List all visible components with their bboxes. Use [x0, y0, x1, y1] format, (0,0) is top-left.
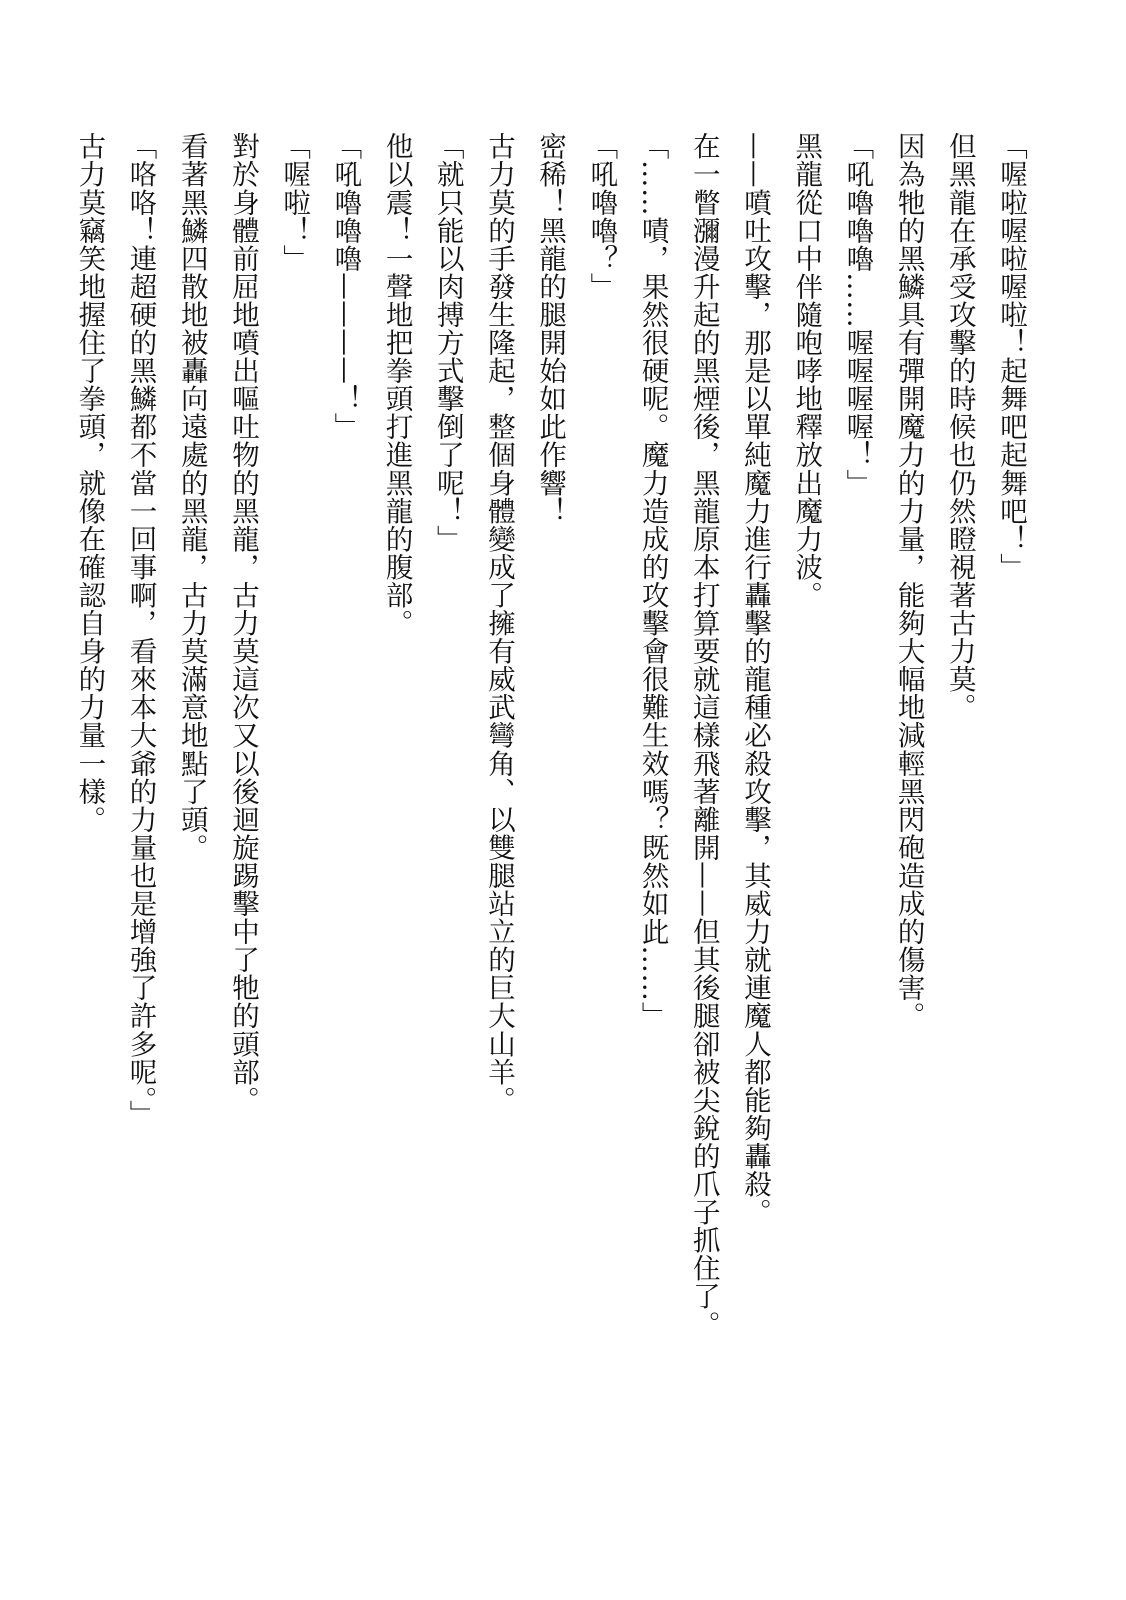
text-line: 「咯咯！連超硬的黑鱗都不當一回事啊，看來本大爺的力量也是增強了許多呢。」: [124, 132, 157, 1129]
text-line: 「吼嚕嚕嚕……喔喔喔喔！」: [841, 132, 874, 497]
text-line: 古力莫竊笑地握住了拳頭，就像在確認自身的力量一樣。: [73, 132, 106, 834]
text-line: 「吼嚕嚕嚕————！」: [329, 132, 362, 441]
text-line: 古力莫的手發生隆起，整個身體變成了擁有威武彎角、以雙腿站立的巨大山羊。: [482, 132, 515, 1114]
text-line: 密稀！黑龍的腿開始如此作響！: [534, 132, 567, 525]
text-line: ——噴吐攻擊，那是以單純魔力進行轟擊的龍種必殺攻擊，其威力就連魔人都能夠轟殺。: [738, 132, 771, 1226]
text-line: 在一瞥瀰漫升起的黑煙後，黑龍原本打算要就這樣飛著離開——但其後腿卻被尖銳的爪子抓住了。: [687, 132, 720, 1339]
text-line: 「就只能以肉搏方式擊倒了呢！」: [431, 132, 464, 553]
text-line: 看著黑鱗四散地被轟向遠處的黑龍，古力莫滿意地點了頭。: [175, 132, 208, 862]
text-line: 對於身體前屈地噴出嘔吐物的黑龍，古力莫這次又以後迴旋踢擊中了牠的頭部。: [226, 132, 259, 1114]
text-line: 「吼嚕嚕？」: [585, 132, 618, 301]
text-line: 「……嘖，果然很硬呢。魔力造成的攻擊會很難生效嗎？既然如此……」: [636, 132, 669, 1030]
text-line: 「喔啦！」: [278, 132, 311, 273]
text-line: 他以震！一聲地把拳頭打進黑龍的腹部。: [380, 132, 413, 637]
text-line: 黑龍從口中伴隨咆哮地釋放出魔力波。: [790, 132, 823, 609]
text-line: 因為牠的黑鱗具有彈開魔力的力量，能夠大幅地減輕黑閃砲造成的傷害。: [892, 132, 925, 1030]
text-line: 但黑龍在承受攻擊的時候也仍然瞪視著古力莫。: [943, 132, 976, 722]
vertical-text-body: [63, 132, 1036, 1392]
text-line: 「喔啦喔啦喔啦！起舞吧起舞吧！」: [995, 132, 1027, 581]
